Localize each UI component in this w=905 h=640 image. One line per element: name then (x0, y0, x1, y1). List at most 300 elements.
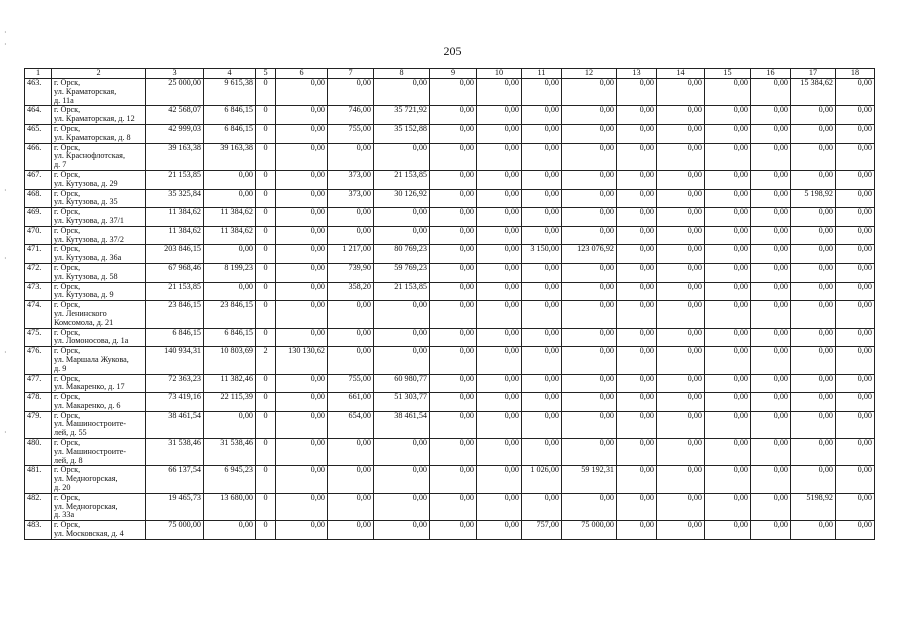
row-number-cell: 481. (25, 466, 52, 493)
value-cell-c15: 0,00 (705, 493, 751, 520)
value-cell-c4: 0,00 (204, 189, 256, 208)
value-cell-c14: 0,00 (657, 328, 705, 347)
address-line: г. Орск, (54, 346, 81, 356)
address-line: г. Орск, (54, 392, 81, 402)
value-cell-c17: 0,00 (791, 328, 836, 347)
value-cell-c6: 0,00 (276, 189, 328, 208)
table-row (25, 143, 875, 170)
value-cell-c6: 0,00 (276, 263, 328, 282)
value-cell-c4: 6 846,15 (204, 124, 256, 143)
row-number-cell: 482. (25, 493, 52, 520)
value-cell-c16: 0,00 (751, 106, 791, 125)
value-cell-c4: 0,00 (204, 245, 256, 264)
value-cell-c14: 0,00 (657, 189, 705, 208)
address-line: лей, д. 55 (54, 428, 87, 438)
value-cell-c4: 6 945,23 (204, 466, 256, 493)
value-cell-c5: 0 (256, 189, 276, 208)
address-line: г. Орск, (54, 374, 81, 383)
value-cell-c6: 0,00 (276, 245, 328, 264)
value-cell-c18: 0,00 (836, 393, 875, 412)
row-number-cell: 479. (25, 411, 52, 438)
column-header: 12 (562, 69, 617, 79)
value-cell-c9: 0,00 (430, 106, 477, 125)
value-cell-c18: 0,00 (836, 106, 875, 125)
value-cell-c16: 0,00 (751, 493, 791, 520)
value-cell-c11: 0,00 (522, 226, 562, 245)
value-cell-c12: 0,00 (562, 106, 617, 125)
value-cell-c5: 0 (256, 328, 276, 347)
value-cell-c3: 73 419,16 (146, 393, 204, 412)
value-cell-c13: 0,00 (617, 226, 657, 245)
address-line: ул. Медногорская, (54, 501, 118, 511)
value-cell-c15: 0,00 (705, 106, 751, 125)
data-table (24, 68, 875, 540)
column-header: 10 (477, 69, 522, 79)
address-cell (52, 374, 146, 393)
table-row (25, 263, 875, 282)
page-number: 205 (443, 44, 462, 58)
value-cell-c3: 72 363,23 (146, 374, 204, 393)
address-line: ул. Кутузова, д. 37/1 (54, 215, 124, 225)
address-cell (52, 301, 146, 328)
value-cell-c11: 1 026,00 (522, 466, 562, 493)
value-cell-c16: 0,00 (751, 521, 791, 540)
value-cell-c9: 0,00 (430, 328, 477, 347)
value-cell-c5: 2 (256, 347, 276, 374)
value-cell-c12: 0,00 (562, 124, 617, 143)
value-cell-c17: 0,00 (791, 282, 836, 301)
value-cell-c3: 11 384,62 (146, 226, 204, 245)
column-header: 14 (657, 69, 705, 79)
value-cell-c6: 0,00 (276, 521, 328, 540)
value-cell-c9: 0,00 (430, 301, 477, 328)
value-cell-c11: 0,00 (522, 263, 562, 282)
value-cell-c10: 0,00 (477, 263, 522, 282)
column-header: 13 (617, 69, 657, 79)
value-cell-c7: 0,00 (328, 328, 374, 347)
value-cell-c6: 0,00 (276, 393, 328, 412)
value-cell-c14: 0,00 (657, 374, 705, 393)
value-cell-c8: 21 153,85 (374, 282, 430, 301)
value-cell-c9: 0,00 (430, 347, 477, 374)
value-cell-c12: 0,00 (562, 189, 617, 208)
column-header: 17 (791, 69, 836, 79)
row-number-cell: 476. (25, 347, 52, 374)
value-cell-c14: 0,00 (657, 282, 705, 301)
value-cell-c5: 0 (256, 466, 276, 493)
value-cell-c17: 0,00 (791, 106, 836, 125)
value-cell-c18: 0,00 (836, 301, 875, 328)
value-cell-c8: 21 153,85 (374, 170, 430, 189)
value-cell-c12: 0,00 (562, 374, 617, 393)
column-header: 2 (52, 69, 146, 79)
address-cell (52, 521, 146, 540)
value-cell-c7: 0,00 (328, 493, 374, 520)
value-cell-c7: 755,00 (328, 374, 374, 393)
value-cell-c6: 0,00 (276, 143, 328, 170)
value-cell-c8: 59 769,23 (374, 263, 430, 282)
value-cell-c16: 0,00 (751, 189, 791, 208)
value-cell-c18: 0,00 (836, 466, 875, 493)
column-header: 5 (256, 69, 276, 79)
value-cell-c6: 130 130,62 (276, 347, 328, 374)
value-cell-c4: 23 846,15 (204, 301, 256, 328)
address-cell (52, 143, 146, 170)
value-cell-c3: 42 999,03 (146, 124, 204, 143)
address-line: г. Орск, (54, 263, 81, 272)
value-cell-c9: 0,00 (430, 143, 477, 170)
value-cell-c5: 0 (256, 411, 276, 438)
value-cell-c7: 0,00 (328, 301, 374, 328)
value-cell-c12: 0,00 (562, 208, 617, 227)
value-cell-c10: 0,00 (477, 328, 522, 347)
value-cell-c4: 13 680,00 (204, 493, 256, 520)
value-cell-c15: 0,00 (705, 79, 751, 106)
value-cell-c4: 11 384,62 (204, 208, 256, 227)
value-cell-c11: 0,00 (522, 439, 562, 466)
value-cell-c14: 0,00 (657, 466, 705, 493)
value-cell-c15: 0,00 (705, 347, 751, 374)
column-header: 11 (522, 69, 562, 79)
value-cell-c16: 0,00 (751, 226, 791, 245)
address-cell (52, 411, 146, 438)
table-row (25, 124, 875, 143)
value-cell-c16: 0,00 (751, 263, 791, 282)
value-cell-c10: 0,00 (477, 393, 522, 412)
value-cell-c3: 203 846,15 (146, 245, 204, 264)
value-cell-c7: 0,00 (328, 466, 374, 493)
value-cell-c10: 0,00 (477, 143, 522, 170)
value-cell-c4: 6 846,15 (204, 106, 256, 125)
value-cell-c17: 0,00 (791, 124, 836, 143)
value-cell-c12: 0,00 (562, 263, 617, 282)
table-row (25, 393, 875, 412)
address-line: ул. Кутузова, д. 58 (54, 271, 118, 281)
value-cell-c6: 0,00 (276, 301, 328, 328)
value-cell-c5: 0 (256, 393, 276, 412)
column-header: 16 (751, 69, 791, 79)
value-cell-c8: 35 721,92 (374, 106, 430, 125)
value-cell-c3: 39 163,38 (146, 143, 204, 170)
binding-margin-marks: · · · · · · (4, 28, 7, 437)
address-line: ул. Маршала Жукова, (54, 354, 129, 364)
value-cell-c9: 0,00 (430, 393, 477, 412)
value-cell-c5: 0 (256, 208, 276, 227)
address-line: г. Орск, (54, 124, 81, 133)
value-cell-c15: 0,00 (705, 374, 751, 393)
value-cell-c10: 0,00 (477, 282, 522, 301)
value-cell-c8: 30 126,92 (374, 189, 430, 208)
value-cell-c12: 0,00 (562, 143, 617, 170)
value-cell-c5: 0 (256, 143, 276, 170)
value-cell-c14: 0,00 (657, 439, 705, 466)
value-cell-c8: 51 303,77 (374, 393, 430, 412)
value-cell-c7: 755,00 (328, 124, 374, 143)
value-cell-c14: 0,00 (657, 170, 705, 189)
value-cell-c14: 0,00 (657, 393, 705, 412)
value-cell-c13: 0,00 (617, 143, 657, 170)
value-cell-c9: 0,00 (430, 263, 477, 282)
value-cell-c6: 0,00 (276, 493, 328, 520)
value-cell-c7: 373,00 (328, 170, 374, 189)
address-line: г. Орск, (54, 244, 81, 254)
address-line: г. Орск, (54, 189, 81, 198)
table-row (25, 411, 875, 438)
value-cell-c13: 0,00 (617, 374, 657, 393)
value-cell-c16: 0,00 (751, 466, 791, 493)
value-cell-c7: 0,00 (328, 439, 374, 466)
value-cell-c7: 739,90 (328, 263, 374, 282)
value-cell-c16: 0,00 (751, 411, 791, 438)
value-cell-c11: 0,00 (522, 347, 562, 374)
value-cell-c16: 0,00 (751, 170, 791, 189)
row-number-cell: 467. (25, 170, 52, 189)
value-cell-c17: 0,00 (791, 374, 836, 393)
value-cell-c14: 0,00 (657, 79, 705, 106)
value-cell-c10: 0,00 (477, 170, 522, 189)
value-cell-c15: 0,00 (705, 124, 751, 143)
value-cell-c17: 0,00 (791, 521, 836, 540)
address-line: ул. Машиностроите- (54, 419, 127, 429)
value-cell-c10: 0,00 (477, 347, 522, 374)
value-cell-c11: 0,00 (522, 143, 562, 170)
value-cell-c17: 0,00 (791, 245, 836, 264)
value-cell-c12: 0,00 (562, 79, 617, 106)
value-cell-c7: 654,00 (328, 411, 374, 438)
value-cell-c13: 0,00 (617, 79, 657, 106)
value-cell-c9: 0,00 (430, 521, 477, 540)
value-cell-c4: 39 163,38 (204, 143, 256, 170)
address-line: г. Орск, (54, 207, 81, 217)
value-cell-c5: 0 (256, 226, 276, 245)
table-row (25, 282, 875, 301)
value-cell-c17: 0,00 (791, 208, 836, 227)
table-row (25, 170, 875, 189)
value-cell-c4: 0,00 (204, 282, 256, 301)
row-number-cell: 466. (25, 143, 52, 170)
address-line: г. Орск, (54, 170, 81, 179)
address-line: ул. Кутузова, д. 9 (54, 290, 114, 300)
value-cell-c15: 0,00 (705, 263, 751, 282)
value-cell-c17: 0,00 (791, 143, 836, 170)
value-cell-c10: 0,00 (477, 106, 522, 125)
value-cell-c18: 0,00 (836, 124, 875, 143)
value-cell-c8: 60 980,77 (374, 374, 430, 393)
address-line: г. Орск, (54, 78, 81, 87)
address-line: д. 33а (54, 510, 75, 520)
row-number-cell: 470. (25, 226, 52, 245)
address-cell (52, 347, 146, 374)
value-cell-c12: 0,00 (562, 393, 617, 412)
address-cell (52, 208, 146, 227)
row-number-cell: 464. (25, 106, 52, 125)
value-cell-c9: 0,00 (430, 411, 477, 438)
value-cell-c17: 0,00 (791, 301, 836, 328)
value-cell-c8: 0,00 (374, 301, 430, 328)
value-cell-c13: 0,00 (617, 466, 657, 493)
value-cell-c17: 0,00 (791, 347, 836, 374)
value-cell-c17: 0,00 (791, 393, 836, 412)
value-cell-c6: 0,00 (276, 208, 328, 227)
value-cell-c6: 0,00 (276, 124, 328, 143)
value-cell-c4: 9 615,38 (204, 79, 256, 106)
value-cell-c14: 0,00 (657, 245, 705, 264)
address-cell (52, 245, 146, 264)
value-cell-c7: 1 217,00 (328, 245, 374, 264)
value-cell-c9: 0,00 (430, 79, 477, 106)
value-cell-c4: 22 115,39 (204, 393, 256, 412)
value-cell-c11: 0,00 (522, 282, 562, 301)
value-cell-c3: 67 968,46 (146, 263, 204, 282)
value-cell-c17: 5 198,92 (791, 189, 836, 208)
value-cell-c12: 75 000,00 (562, 521, 617, 540)
value-cell-c3: 11 384,62 (146, 208, 204, 227)
value-cell-c15: 0,00 (705, 282, 751, 301)
value-cell-c14: 0,00 (657, 226, 705, 245)
value-cell-c11: 757,00 (522, 521, 562, 540)
value-cell-c12: 0,00 (562, 493, 617, 520)
value-cell-c3: 66 137,54 (146, 466, 204, 493)
value-cell-c16: 0,00 (751, 347, 791, 374)
value-cell-c13: 0,00 (617, 245, 657, 264)
value-cell-c15: 0,00 (705, 521, 751, 540)
value-cell-c11: 0,00 (522, 493, 562, 520)
address-line: ул. Ленинского (54, 308, 107, 318)
value-cell-c13: 0,00 (617, 208, 657, 227)
address-cell (52, 282, 146, 301)
value-cell-c13: 0,00 (617, 493, 657, 520)
address-cell (52, 393, 146, 412)
value-cell-c16: 0,00 (751, 439, 791, 466)
value-cell-c5: 0 (256, 245, 276, 264)
value-cell-c4: 6 846,15 (204, 328, 256, 347)
value-cell-c10: 0,00 (477, 245, 522, 264)
value-cell-c16: 0,00 (751, 124, 791, 143)
value-cell-c16: 0,00 (751, 143, 791, 170)
value-cell-c9: 0,00 (430, 245, 477, 264)
value-cell-c18: 0,00 (836, 411, 875, 438)
value-cell-c3: 31 538,46 (146, 439, 204, 466)
value-cell-c13: 0,00 (617, 124, 657, 143)
address-cell (52, 124, 146, 143)
address-line: г. Орск, (54, 226, 81, 235)
value-cell-c13: 0,00 (617, 106, 657, 125)
address-line: г. Орск, (54, 300, 81, 310)
address-line: ул. Машиностроите- (54, 446, 127, 456)
address-line: ул. Московская, д. 4 (54, 529, 124, 539)
address-line: д. 20 (54, 483, 71, 493)
value-cell-c7: 358,20 (328, 282, 374, 301)
column-header: 15 (705, 69, 751, 79)
value-cell-c3: 35 325,84 (146, 189, 204, 208)
value-cell-c10: 0,00 (477, 439, 522, 466)
value-cell-c16: 0,00 (751, 374, 791, 393)
column-header: 7 (328, 69, 374, 79)
column-header: 4 (204, 69, 256, 79)
value-cell-c4: 31 538,46 (204, 439, 256, 466)
value-cell-c16: 0,00 (751, 282, 791, 301)
value-cell-c8: 0,00 (374, 143, 430, 170)
value-cell-c9: 0,00 (430, 466, 477, 493)
value-cell-c14: 0,00 (657, 521, 705, 540)
value-cell-c18: 0,00 (836, 263, 875, 282)
value-cell-c7: 0,00 (328, 208, 374, 227)
address-line: ул. Макаренко, д. 6 (54, 400, 121, 410)
value-cell-c7: 0,00 (328, 521, 374, 540)
value-cell-c7: 0,00 (328, 143, 374, 170)
value-cell-c8: 80 769,23 (374, 245, 430, 264)
address-line: ул. Краснофлотская, (54, 151, 125, 161)
column-header: 8 (374, 69, 430, 79)
value-cell-c15: 0,00 (705, 328, 751, 347)
value-cell-c8: 0,00 (374, 439, 430, 466)
address-line: д. 11а (54, 95, 74, 105)
value-cell-c15: 0,00 (705, 189, 751, 208)
value-cell-c13: 0,00 (617, 282, 657, 301)
value-cell-c18: 0,00 (836, 143, 875, 170)
value-cell-c10: 0,00 (477, 374, 522, 393)
value-cell-c13: 0,00 (617, 301, 657, 328)
value-cell-c18: 0,00 (836, 79, 875, 106)
value-cell-c15: 0,00 (705, 301, 751, 328)
address-cell (52, 466, 146, 493)
value-cell-c4: 11 382,46 (204, 374, 256, 393)
value-cell-c11: 0,00 (522, 301, 562, 328)
table-row (25, 374, 875, 393)
value-cell-c14: 0,00 (657, 301, 705, 328)
value-cell-c12: 0,00 (562, 301, 617, 328)
value-cell-c11: 0,00 (522, 208, 562, 227)
value-cell-c3: 21 153,85 (146, 170, 204, 189)
value-cell-c4: 0,00 (204, 411, 256, 438)
value-cell-c10: 0,00 (477, 208, 522, 227)
table-row (25, 493, 875, 520)
table-row (25, 439, 875, 466)
value-cell-c3: 19 465,73 (146, 493, 204, 520)
value-cell-c9: 0,00 (430, 124, 477, 143)
value-cell-c18: 0,00 (836, 208, 875, 227)
value-cell-c15: 0,00 (705, 411, 751, 438)
value-cell-c14: 0,00 (657, 124, 705, 143)
value-cell-c10: 0,00 (477, 301, 522, 328)
value-cell-c11: 0,00 (522, 328, 562, 347)
value-cell-c11: 0,00 (522, 374, 562, 393)
value-cell-c12: 0,00 (562, 282, 617, 301)
value-cell-c10: 0,00 (477, 493, 522, 520)
value-cell-c7: 373,00 (328, 189, 374, 208)
value-cell-c17: 0,00 (791, 170, 836, 189)
value-cell-c18: 0,00 (836, 189, 875, 208)
value-cell-c4: 11 384,62 (204, 226, 256, 245)
value-cell-c15: 0,00 (705, 245, 751, 264)
value-cell-c17: 0,00 (791, 439, 836, 466)
value-cell-c6: 0,00 (276, 439, 328, 466)
value-cell-c15: 0,00 (705, 439, 751, 466)
value-cell-c12: 59 192,31 (562, 466, 617, 493)
value-cell-c17: 0,00 (791, 466, 836, 493)
address-line: ул. Кутузова, д. 37/2 (54, 234, 124, 244)
table-row (25, 226, 875, 245)
address-cell (52, 106, 146, 125)
value-cell-c16: 0,00 (751, 328, 791, 347)
value-cell-c18: 0,00 (836, 347, 875, 374)
address-cell (52, 189, 146, 208)
header-row (25, 69, 875, 79)
value-cell-c8: 0,00 (374, 347, 430, 374)
value-cell-c12: 0,00 (562, 439, 617, 466)
value-cell-c6: 0,00 (276, 282, 328, 301)
value-cell-c10: 0,00 (477, 226, 522, 245)
